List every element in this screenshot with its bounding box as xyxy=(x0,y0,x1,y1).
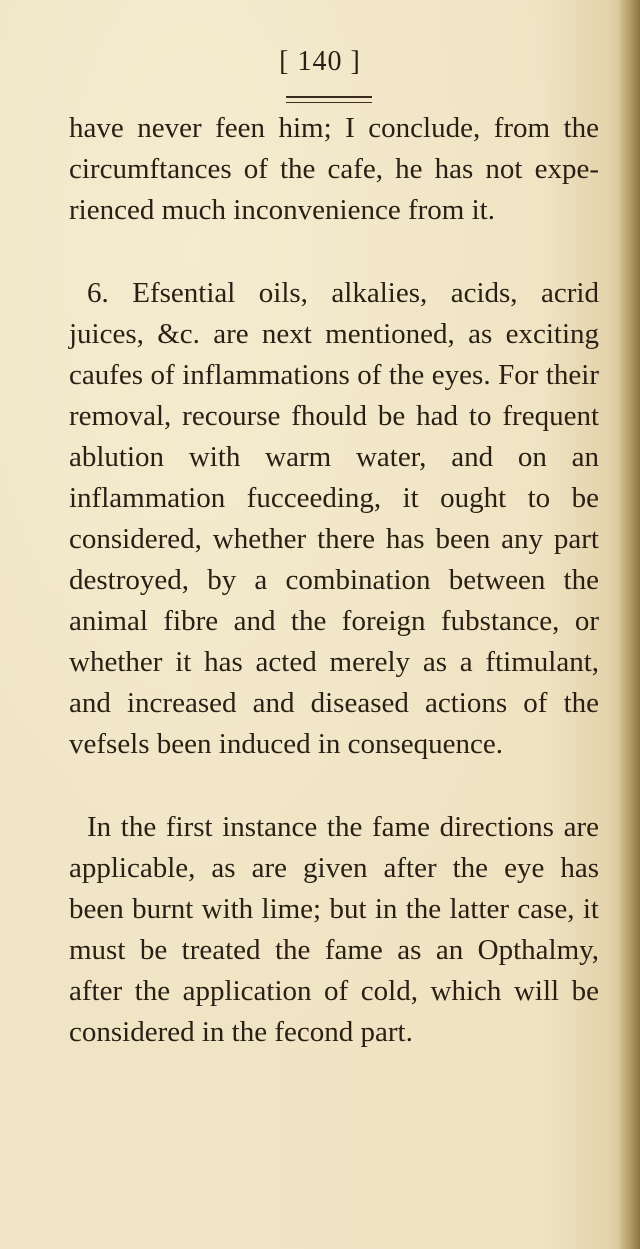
page-number: [ 140 ] xyxy=(279,46,361,77)
page-header xyxy=(0,46,640,78)
header-rule xyxy=(286,96,372,103)
paragraph-continuation: have never feen him; I conclude, from the circumftances of the cafe, he has not experienced much inconvenience from it. xyxy=(69,112,599,226)
paragraph-essential-oils: 6. Efsential oils, alkalies, acids, acrid juices, &c. are next mentioned, as exciting caufes of inflammations of the eyes. For their removal, recourse fhould be had to frequent ablution with warm water, and on an inflammation fucceeding, it ought to be considered, whether there has been any part destroyed, by a combination between the animal fibre and the foreign fubstance, or whether it has acted merely as a ftimulant, and increased and diseased actions of the vefsels been induced in consequence. xyxy=(69,277,599,760)
body-text xyxy=(69,108,599,1053)
page-edge-shadow xyxy=(618,0,640,1249)
paragraph-first-instance: In the first instance the fame directions are applicable, as are given after the eye has been burnt with lime; but in the latter case, it must be treated the fame as an Opthalmy, after the application of cold, which will be considered in the fecond part. xyxy=(69,811,599,1048)
